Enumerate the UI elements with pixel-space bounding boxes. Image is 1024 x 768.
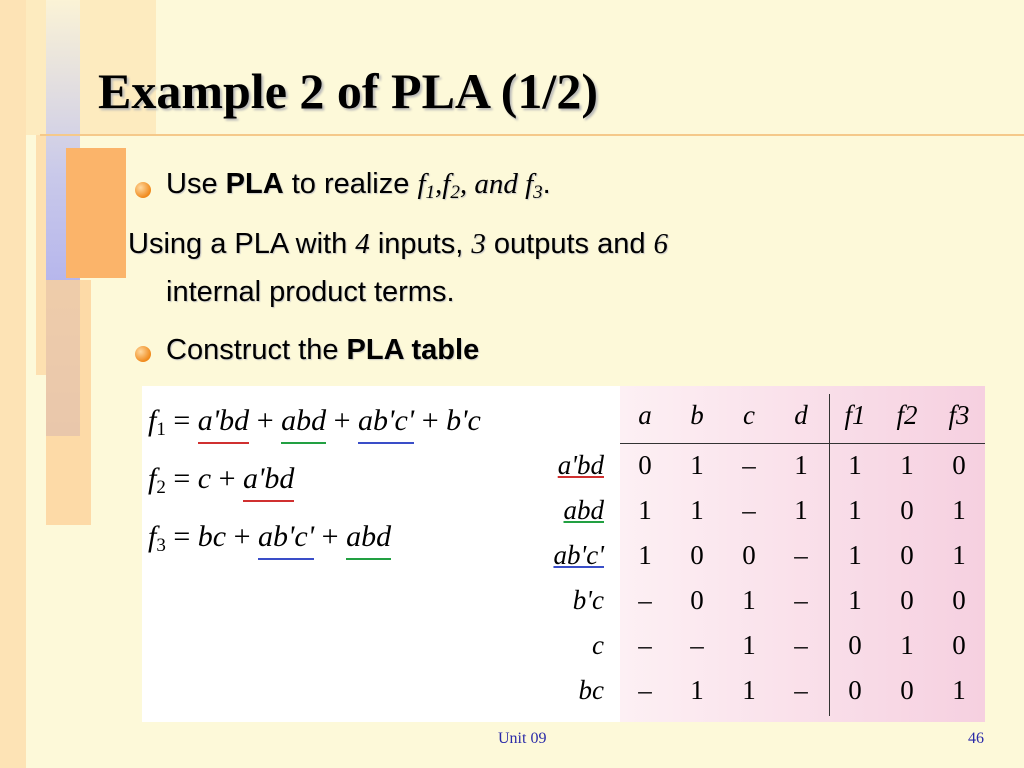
title-divider [40,134,1024,136]
body-line-3: internal product terms. [166,276,455,308]
slide-title: Example 2 of PLA (1/2) [98,63,598,119]
decor-block [46,280,91,525]
pla-table [542,386,985,722]
table-cell: 0 [742,540,756,570]
table-cell: 0 [848,675,862,705]
header-d: d [794,400,808,430]
table-cell: 0 [900,540,914,570]
table-cell: 0 [900,495,914,525]
bullet-line-4: Construct the PLA table [166,334,480,366]
table-cell: – [794,540,808,570]
decor-stripe [0,0,26,768]
text: . [542,168,551,200]
table-cell: 1 [900,630,914,660]
equation-f1: $f_1 = a'bd$ + abd + ab'c' + b'c [148,404,481,440]
row-term-label: ab'c' [553,540,604,570]
table-cell: 1 [952,495,966,525]
table-cell: – [690,630,704,660]
table-cell: 1 [690,495,704,525]
table-cell: 1 [848,540,862,570]
table-cell: 1 [848,585,862,615]
row-term-label: a'bd [557,450,604,480]
pla-figure [142,386,985,722]
bullet-icon [135,346,151,362]
table-cell: – [742,450,756,480]
table-cell: 0 [900,585,914,615]
row-term-label: abd [563,495,604,525]
text: to realize [283,168,418,200]
table-cell: – [638,630,652,660]
table-cell: – [638,675,652,705]
header-c: c [743,400,755,430]
math-f1: $f_1,f_2$, and $f_3$ [417,168,543,203]
table-cell: 1 [794,450,808,480]
table-cell: 1 [848,495,862,525]
row-term-label: b'c [572,585,604,615]
table-cell: – [638,585,652,615]
header-separator [620,443,985,444]
row-term-label: c [592,630,604,660]
table-cell: 1 [848,450,862,480]
row-term-label: bc [578,675,604,705]
table-cell: 1 [638,495,652,525]
table-cell: 1 [742,675,756,705]
table-cell: 1 [690,450,704,480]
footer-unit: Unit 09 [498,730,547,747]
table-cell: 1 [742,585,756,615]
body-line-2: Using a PLA with 4 inputs, 3 outputs and 6 [128,228,669,260]
table-cell: 0 [952,630,966,660]
table-cell: 1 [690,675,704,705]
table-cell: 0 [690,585,704,615]
table-cell: 1 [952,675,966,705]
bullet-line-1 [166,168,551,204]
header-f3: f3 [948,400,970,430]
table-cell: – [742,495,756,525]
text-bold: PLA [225,168,284,200]
text: Use [166,168,226,200]
table-cell: 1 [794,495,808,525]
bullet-icon [135,182,151,198]
table-cell: 0 [690,540,704,570]
table-cell: – [794,585,808,615]
header-f1: f1 [844,400,866,430]
table-cell: – [794,630,808,660]
table-cell: 0 [848,630,862,660]
table-cell: – [794,675,808,705]
table-cell: 0 [952,450,966,480]
table-cell: 1 [952,540,966,570]
table-cell: 0 [900,675,914,705]
header-f2: f2 [896,400,918,430]
table-cell: 1 [638,540,652,570]
header-a: a [638,400,652,430]
table-cell: 0 [638,450,652,480]
header-b: b [690,400,704,430]
equations-block [142,386,542,586]
equation-f2: $f_2 = c + a'bd$ [148,462,295,498]
table-cell: 1 [900,450,914,480]
page-number: 46 [968,730,984,747]
decor-orange-block [66,148,126,278]
table-cell: 0 [952,585,966,615]
table-cell: 1 [742,630,756,660]
equation-f3: $f_3$ = bc + ab'c' + abd [148,520,392,556]
